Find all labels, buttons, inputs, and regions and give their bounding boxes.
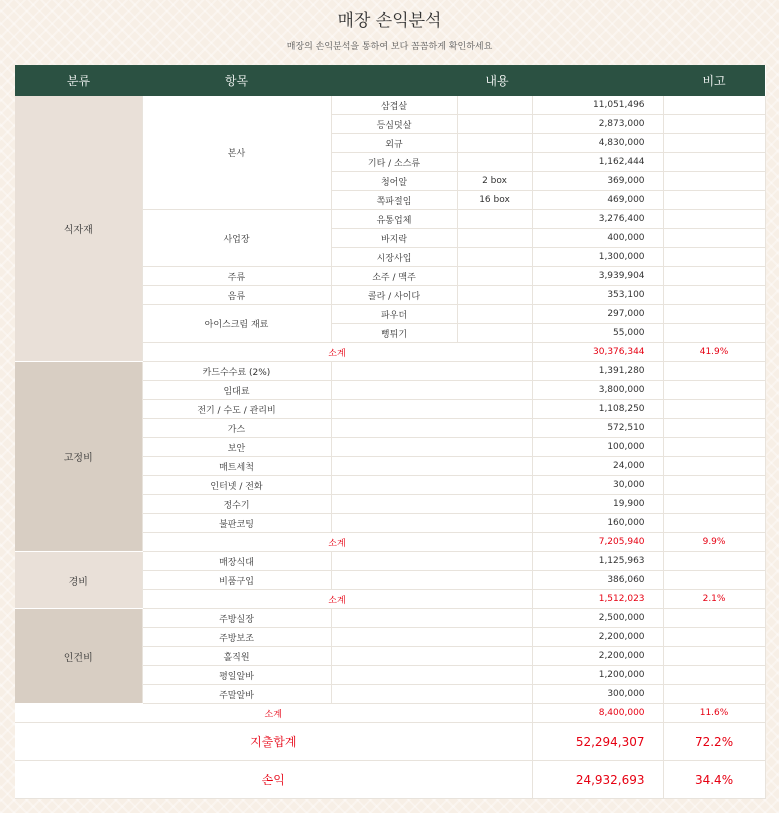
- subtotal-label: 소계: [142, 533, 532, 552]
- item-note: [663, 457, 765, 476]
- item-content: [331, 362, 532, 381]
- item-content: [331, 552, 532, 571]
- item-name: 삼겹살: [331, 96, 457, 115]
- item-amount: 1,300,000: [532, 248, 663, 267]
- header-category: 분류: [15, 65, 142, 96]
- item-note: [663, 172, 765, 191]
- item-content: [331, 609, 532, 628]
- item-amount: 369,000: [532, 172, 663, 191]
- item-amount: 19,900: [532, 495, 663, 514]
- total-amount: 52,294,307: [532, 723, 663, 761]
- item-qty: [457, 96, 532, 115]
- item-qty: [457, 210, 532, 229]
- item-qty: [457, 248, 532, 267]
- item-note: [663, 552, 765, 571]
- item-note: [663, 438, 765, 457]
- item-amount: 1,162,444: [532, 153, 663, 172]
- profit-amount: 24,932,693: [532, 761, 663, 799]
- subtotal-label: 소계: [142, 590, 532, 609]
- item-content: [331, 476, 532, 495]
- item-note: [663, 191, 765, 210]
- item-note: [663, 476, 765, 495]
- item-amount: 3,800,000: [532, 381, 663, 400]
- profit-loss-table: [15, 65, 766, 799]
- item-note: [663, 609, 765, 628]
- subcategory-biz: 사업장: [142, 210, 331, 267]
- item-note: [663, 495, 765, 514]
- item-note: [663, 305, 765, 324]
- item-note: [663, 666, 765, 685]
- item-name: 콜라 / 사이다: [331, 286, 457, 305]
- item-content: [331, 514, 532, 533]
- subtotal-label: 소계: [15, 704, 532, 723]
- category-expense: 경비: [15, 552, 142, 609]
- item-qty: 16 box: [457, 191, 532, 210]
- item-amount: 2,500,000: [532, 609, 663, 628]
- subtotal-percent: 11.6%: [663, 704, 765, 723]
- item-content: [331, 438, 532, 457]
- subtotal-percent: 41.9%: [663, 343, 765, 362]
- item-amount: 11,051,496: [532, 96, 663, 115]
- item-content: [331, 400, 532, 419]
- item-name: 정수기: [142, 495, 331, 514]
- item-name: 인터넷 / 전화: [142, 476, 331, 495]
- item-name: 파우더: [331, 305, 457, 324]
- item-note: [663, 362, 765, 381]
- item-amount: 353,100: [532, 286, 663, 305]
- item-amount: 3,939,904: [532, 267, 663, 286]
- item-qty: [457, 229, 532, 248]
- item-name: 청어알: [331, 172, 457, 191]
- item-amount: 2,873,000: [532, 115, 663, 134]
- item-amount: 3,276,400: [532, 210, 663, 229]
- item-amount: 4,830,000: [532, 134, 663, 153]
- item-note: [663, 381, 765, 400]
- item-amount: 2,200,000: [532, 647, 663, 666]
- profit-percent: 34.4%: [663, 761, 765, 799]
- item-name: 주말알바: [142, 685, 331, 704]
- header-item: 항목: [142, 65, 331, 96]
- item-amount: 1,200,000: [532, 666, 663, 685]
- item-qty: 2 box: [457, 172, 532, 191]
- item-note: [663, 96, 765, 115]
- item-name: 매트세척: [142, 457, 331, 476]
- item-note: [663, 229, 765, 248]
- item-name: 쪽파절임: [331, 191, 457, 210]
- item-content: [331, 647, 532, 666]
- item-name: 평일알바: [142, 666, 331, 685]
- item-name: 전기 / 수도 / 관리비: [142, 400, 331, 419]
- subcategory-drink: 음류: [142, 286, 331, 305]
- item-name: 뻥튀기: [331, 324, 457, 343]
- item-qty: [457, 305, 532, 324]
- item-note: [663, 400, 765, 419]
- item-note: [663, 210, 765, 229]
- item-content: [331, 571, 532, 590]
- item-name: 등심덧살: [331, 115, 457, 134]
- item-note: [663, 514, 765, 533]
- item-name: 매장식대: [142, 552, 331, 571]
- item-amount: 572,510: [532, 419, 663, 438]
- subtotal-amount: 8,400,000: [532, 704, 663, 723]
- item-qty: [457, 153, 532, 172]
- item-name: 가스: [142, 419, 331, 438]
- subtotal-row: [15, 704, 765, 723]
- header-content: 내용: [331, 65, 663, 96]
- item-amount: 297,000: [532, 305, 663, 324]
- item-qty: [457, 267, 532, 286]
- item-note: [663, 286, 765, 305]
- subtotal-amount: 30,376,344: [532, 343, 663, 362]
- item-name: 보안: [142, 438, 331, 457]
- item-content: [331, 666, 532, 685]
- table-row: [15, 96, 765, 115]
- item-amount: 300,000: [532, 685, 663, 704]
- item-amount: 100,000: [532, 438, 663, 457]
- item-name: 비품구입: [142, 571, 331, 590]
- item-content: [331, 381, 532, 400]
- header-note: 비고: [663, 65, 765, 96]
- table-header: [15, 65, 765, 96]
- item-note: [663, 267, 765, 286]
- profit-row: [15, 761, 765, 799]
- item-content: [331, 419, 532, 438]
- item-amount: 1,391,280: [532, 362, 663, 381]
- item-content: [331, 685, 532, 704]
- item-note: [663, 628, 765, 647]
- item-name: 불판코팅: [142, 514, 331, 533]
- category-food: 식자재: [15, 96, 142, 362]
- item-note: [663, 134, 765, 153]
- page-subtitle: 매장의 손익분석을 통하여 보다 꼼꼼하게 확인하세요: [286, 42, 493, 52]
- subtotal-amount: 1,512,023: [532, 590, 663, 609]
- item-amount: 1,108,250: [532, 400, 663, 419]
- item-content: [331, 495, 532, 514]
- category-fixed: 고정비: [15, 362, 142, 552]
- item-amount: 400,000: [532, 229, 663, 248]
- profit-label: 손익: [15, 761, 532, 799]
- item-amount: 2,200,000: [532, 628, 663, 647]
- item-amount: 386,060: [532, 571, 663, 590]
- item-note: [663, 153, 765, 172]
- item-amount: 30,000: [532, 476, 663, 495]
- item-note: [663, 324, 765, 343]
- item-name: 홀직원: [142, 647, 331, 666]
- page-title: 매장 손익분석: [337, 11, 442, 31]
- subcategory-liquor: 주류: [142, 267, 331, 286]
- subtotal-percent: 9.9%: [663, 533, 765, 552]
- category-labor: 인건비: [15, 609, 142, 704]
- item-name: 바지락: [331, 229, 457, 248]
- item-amount: 24,000: [532, 457, 663, 476]
- table-row: [15, 609, 765, 628]
- item-note: [663, 248, 765, 267]
- total-percent: 72.2%: [663, 723, 765, 761]
- item-name: 유통업체: [331, 210, 457, 229]
- item-note: [663, 571, 765, 590]
- item-name: 소주 / 맥주: [331, 267, 457, 286]
- item-name: 시장사입: [331, 248, 457, 267]
- subtotal-amount: 7,205,940: [532, 533, 663, 552]
- item-qty: [457, 324, 532, 343]
- subcategory-icecream: 아이스크림 재료: [142, 305, 331, 343]
- item-note: [663, 685, 765, 704]
- item-name: 임대료: [142, 381, 331, 400]
- item-amount: 160,000: [532, 514, 663, 533]
- item-amount: 469,000: [532, 191, 663, 210]
- subcategory-hq: 본사: [142, 96, 331, 210]
- table-row: [15, 552, 765, 571]
- item-qty: [457, 286, 532, 305]
- item-qty: [457, 134, 532, 153]
- total-label: 지출합계: [15, 723, 532, 761]
- item-name: 기타 / 소스류: [331, 153, 457, 172]
- subtotal-percent: 2.1%: [663, 590, 765, 609]
- table-row: [15, 362, 765, 381]
- item-name: 주방보조: [142, 628, 331, 647]
- item-amount: 55,000: [532, 324, 663, 343]
- item-content: [331, 457, 532, 476]
- total-row: [15, 723, 765, 761]
- item-qty: [457, 115, 532, 134]
- item-name: 외규: [331, 134, 457, 153]
- item-note: [663, 419, 765, 438]
- item-amount: 1,125,963: [532, 552, 663, 571]
- item-name: 주방실장: [142, 609, 331, 628]
- item-name: 카드수수료 (2%): [142, 362, 331, 381]
- item-note: [663, 115, 765, 134]
- item-note: [663, 647, 765, 666]
- subtotal-label: 소계: [142, 343, 532, 362]
- item-content: [331, 628, 532, 647]
